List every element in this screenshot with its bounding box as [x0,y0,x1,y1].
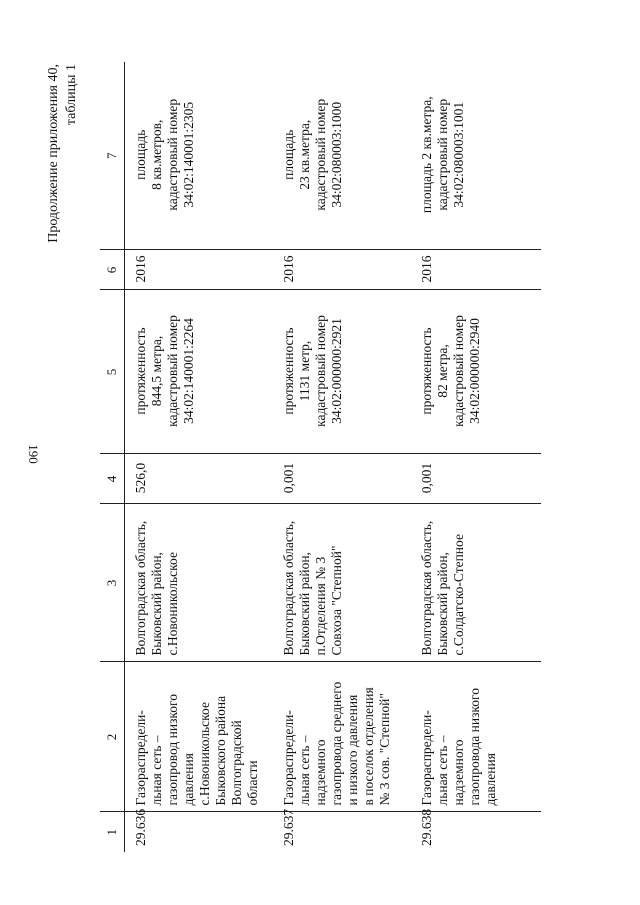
text-line: надземного [313,739,328,806]
object-value: 0,001 [411,454,541,504]
text-line: кадастровый номер [435,98,450,211]
text-line: Волгоградская область, [133,520,148,656]
text-line: Волгоградская область, [419,520,434,656]
text-line: с.Новоникольское [165,552,180,656]
text-line: Быковский район, [297,552,312,656]
text-line: 34:02:140001:2305 [181,101,196,208]
table-caption [45,64,81,304]
text-line: протяженность [133,327,148,415]
text-line: Волгоградской [229,720,244,806]
column-header: 2 [100,662,125,812]
text-line: 34:02:080003:1001 [451,101,466,208]
text-line: протяженность [419,327,434,415]
text-line: Быковский район, [149,552,164,656]
land-info [273,62,411,250]
text-line: льная сеть – [297,735,312,806]
text-line: льная сеть – [435,735,450,806]
column-header: 7 [100,62,125,250]
text-line: с.Солдатско-Степное [451,534,466,656]
text-line: площадь [281,129,296,180]
column-header: 1 [100,812,125,852]
text-line: кадастровый номер [165,315,180,427]
text-line: газопровода низкого [467,688,482,806]
text-line: надземного [451,739,466,806]
table-row [125,62,274,852]
text-line: протяженность [281,327,296,415]
caption-line-2: таблицы 1 [64,64,79,126]
text-line: кадастровый номер [451,315,466,427]
text-line: п.Отделения № 3 [313,556,328,656]
text-line: Быковский район, [435,552,450,656]
text-line: 844,5 метра, [149,335,164,407]
row-number: 29.637 [281,808,296,846]
land-info [125,62,274,250]
object-characteristics [273,290,411,454]
text-line: газопровод низкого [165,693,180,806]
object-address [125,504,274,662]
text-line: площадь [133,129,148,180]
text-line: льная сеть – [149,735,164,806]
text-line: области [245,760,260,806]
column-header: 4 [100,454,125,504]
column-header: 6 [100,250,125,290]
page-number: 190 [25,444,41,464]
table-row [411,62,541,852]
text-line: Быковского района [213,695,228,806]
text-line: в поселок отделения [361,687,376,806]
text-line: Газораспредели- [419,710,434,806]
text-line: Газораспредели- [133,710,148,806]
caption-line-1: Продолжение приложения 40, [46,64,61,243]
text-line: с.Новоникольское [197,702,212,806]
object-value: 0,001 [273,454,411,504]
text-line: Волгоградская область, [281,520,296,656]
text-line: и низкого давления [345,694,360,806]
property-table [100,62,541,852]
object-address [273,504,411,662]
text-line: давления [483,753,498,806]
column-header: 3 [100,504,125,662]
text-line: кадастровый номер [165,98,180,211]
land-info [411,62,541,250]
object-year: 2016 [273,250,411,290]
text-line: 34:02:000000:2940 [467,318,482,424]
text-line: 34:02:000000:2921 [329,318,344,424]
object-name [125,662,274,812]
object-characteristics [125,290,274,454]
text-line: 34:02:080003:1000 [329,101,344,208]
text-line: кадастровый номер [313,315,328,427]
table-row [273,62,411,852]
row-number: 29.636 [133,808,148,846]
text-line: 23 кв.метра, [297,119,312,190]
rotated-content [46,52,620,852]
text-line: Совхоза "Степной" [329,545,344,656]
column-header: 5 [100,290,125,454]
object-name [273,662,411,812]
object-name [411,662,541,812]
text-line: Газораспредели- [281,710,296,806]
object-year: 2016 [411,250,541,290]
object-characteristics [411,290,541,454]
object-value: 526,0 [125,454,274,504]
text-line: 34:02:140001:2264 [181,318,196,424]
text-line: кадастровый номер [313,98,328,211]
text-line: площадь 2 кв.метра, [419,96,434,214]
text-line: 1131 метр, [297,340,312,402]
object-address [411,504,541,662]
object-year: 2016 [125,250,274,290]
header-row [100,62,125,852]
text-line: № 3 сов. "Степной" [377,693,392,806]
text-line: газопровода среднего [329,681,344,806]
text-line: давления [181,753,196,806]
text-line: 8 кв.метров, [149,119,164,190]
text-line: 82 метра, [435,344,450,398]
row-number: 29.638 [419,808,434,846]
